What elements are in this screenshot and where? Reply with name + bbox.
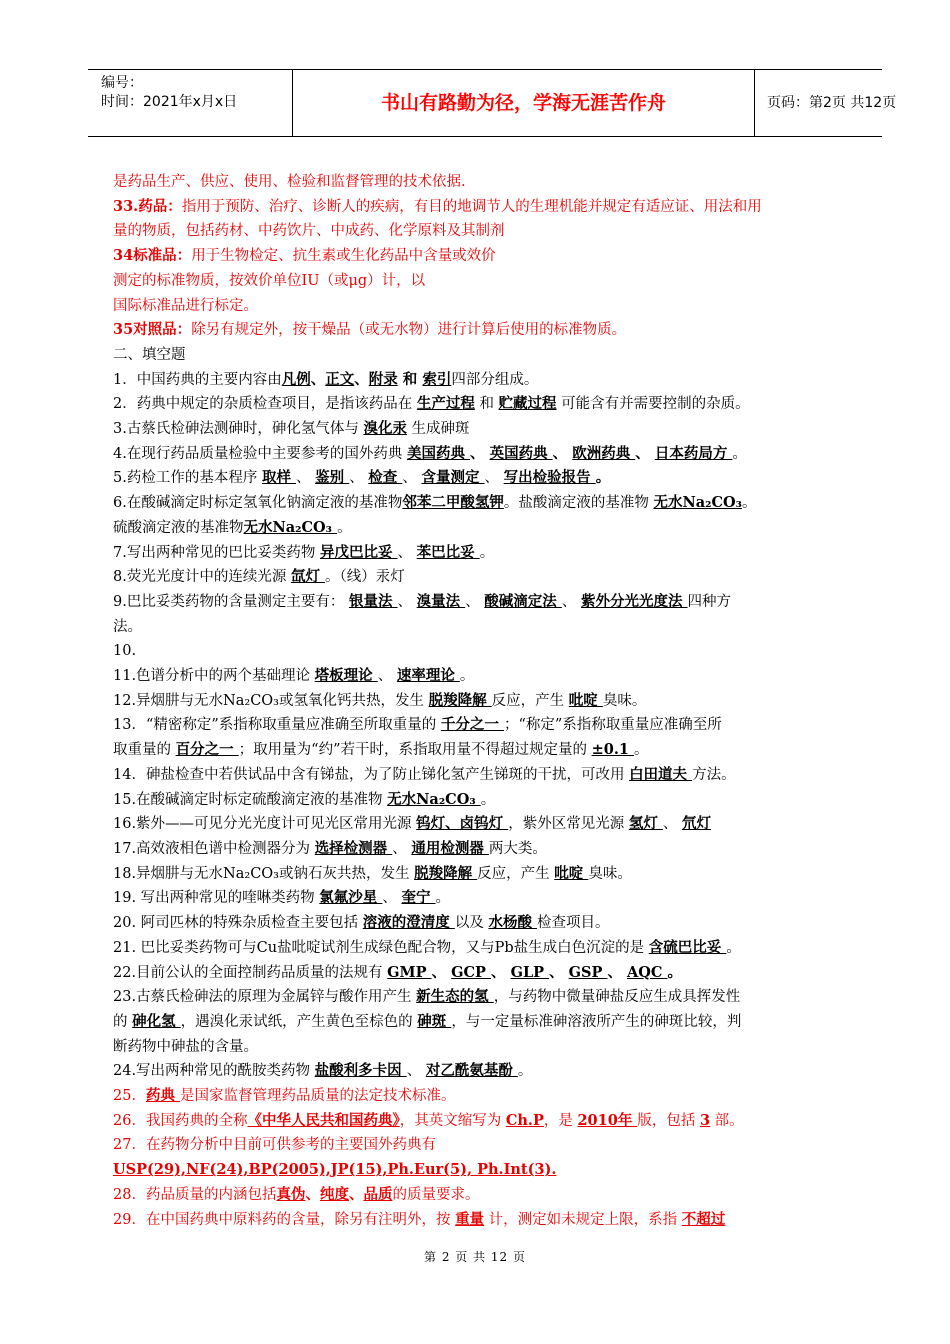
question-23-end: 断药物中砷盐的含量。 [113,1038,258,1055]
question-11: 11.色谱分析中的两个基础理论 塔板理论 、 速率理论 。 [113,667,475,685]
question-27-answer: USP(29),NF(24),BP(2005),JP(15),Ph.Eur(5), Ph.Int(3). [113,1161,557,1179]
definition-reference: 35对照品：除另有规定外，按干燥品（或无水物）进行计算后使用的标准物质。 [113,321,627,339]
question-23-cont: 的 砷化氢 ，遇溴化汞试纸，产生黄色至棕色的 砷斑 ，与一定量标准砷溶液所产生的砷斑比较，判 [113,1012,742,1030]
question-10: 10. [113,643,137,660]
question-29: 29．在中国药典中原料药的含量，除另有注明外，按 重量 计，测定如未规定上限，系指 不超过 [113,1210,726,1228]
question-17: 17.高效液相色谱中检测器分为 选择检测器 、 通用检测器 两大类。 [113,839,547,857]
question-13-cont: 取重量的 百分之一 ；取用量为“约”若干时，系指取用量不得超过规定量的 ±0.1 。 [113,741,649,759]
question-18: 18.异烟肼与无水Na₂CO₃或钠石灰共热，发生 脱羧降解 反应，产生 吡啶 臭味。 [113,864,632,882]
question-6: 6.在酸碱滴定时标定氢氧化钠滴定液的基准物邻苯二甲酸氢钾。盐酸滴定液的基准物 无水Na₂CO₃。 [113,494,757,512]
question-12: 12.异烟肼与无水Na₂CO₃或氢氧化钙共热，发生 脱羧降解 反应，产生 吡啶 臭味。 [113,691,647,709]
definition-drug: 33.药品：指用于预防、治疗、诊断人的疾病，有目的地调节人的生理机能并规定有适应证、用法和用 [113,197,762,215]
question-14: 14．砷盐检查中若供试品中含有锑盐，为了防止锑化氢产生锑斑的干扰，可改用 白田道夫 方法。 [113,765,736,783]
section-heading: 二、填空题 [113,346,186,363]
question-15: 15.在酸碱滴定时标定硫酸滴定液的基准物 无水Na₂CO₃ 。 [113,790,496,808]
question-22: 22.目前公认的全面控制药品质量的法规有 GMP 、 GCP 、 GLP 、 GSP 、 AQC 。 [113,963,683,981]
question-2: 2．药典中规定的杂质检查项目，是指该药品在 生产过程 和 贮藏过程 可能含有并需要控制的杂质。 [113,395,750,413]
header-page-number: 页码：第2页 共12页 [767,95,897,111]
question-8: 8.荧光光度计中的连续光源 氙灯 。（线）汞灯 [113,568,405,586]
question-9-cont: 法。 [113,618,142,635]
question-21: 21. 巴比妥类药物可与Cu盐吡啶试剂生成绿色配合物，又与Pb盐生成白色沉淀的是 含硫巴比妥 。 [113,938,741,956]
question-25: 25．药典 是国家监督管理药品质量的法定技术标准。 [113,1087,456,1105]
question-23: 23.古蔡氏检砷法的原理为金属锌与酸作用产生 新生态的氢 ，与药物中微量砷盐反应生成具挥发性 [113,988,741,1006]
header-meta [88,70,292,136]
page-header [88,69,897,137]
page-footer: 第 2 页 共 12 页 [424,1250,526,1264]
question-13: 13．“精密称定”系指称取重量应准确至所取重量的 千分之一 ；“称定”系指称取重量应准确至所 [113,716,722,734]
question-7: 7.写出两种常见的巴比妥类药物 异戊巴比妥 、 苯巴比妥 。 [113,543,495,561]
text-line: 是药品生产、供应、使用、检验和监督管理的技术依据. [113,174,466,190]
question-26: 26．我国药典的全称《中华人民共和国药典》，其英文缩写为 Ch.P，是 2010年 版，包括 3 部。 [113,1111,744,1129]
question-9: 9.巴比妥类药物的含量测定主要有： 银量法 、 溴量法 、 酸碱滴定法 、 紫外分光光度法 四种方 [113,592,732,610]
question-20: 20. 阿司匹林的特殊杂质检查主要包括 溶液的澄清度 以及 水杨酸 检查项目。 [113,914,610,932]
question-1: 1．中国药典的主要内容由凡例、正文、附录 和 索引四部分组成。 [113,370,539,388]
question-4: 4.在现行药品质量检验中主要参考的国外药典 美国药典 、 英国药典 、 欧洲药典 、 日本药局方 。 [113,444,747,462]
text-line: 国际标准品进行标定。 [113,297,258,314]
question-3: 3.古蔡氏检砷法测砷时，砷化氢气体与 溴化汞 生成砷斑 [113,420,470,438]
question-19: 19. 写出两种常见的喹啉类药物 氯氟沙星 、 奎宁 。 [113,889,451,907]
text-line: 量的物质，包括药材、中药饮片、中成药、化学原料及其制剂 [113,223,505,240]
document-time-label: 时间：2021年x月x日 [101,94,238,110]
question-16: 16.紫外——可见分光光度计可见光区常用光源 钨灯、卤钨灯 ，紫外区常见光源 氢灯 、 氘灯 [113,815,712,833]
question-6-cont: 硫酸滴定液的基准物无水Na₂CO₃ 。 [113,518,352,536]
question-24: 24.写出两种常见的酰胺类药物 盐酸利多卡因 、 对乙酰氨基酚 。 [113,1062,533,1080]
document-number-label: 编号： [101,75,143,91]
header-motto: 书山有路勤为径，学海无涯苦作舟 [292,70,755,136]
definition-standard: 34标准品：用于生物检定、抗生素或生化药品中含量或效价 [113,247,496,265]
document-body [113,170,865,1232]
question-28: 28．药品质量的内涵包括真伪、纯度、品质的质量要求。 [113,1185,480,1203]
text-line: 测定的标准物质，按效价单位IU（或μg）计，以 [113,272,426,289]
question-5: 5.药检工作的基本程序 取样 、 鉴别 、 检查 、 含量测定 、 写出检验报告 。 [113,469,611,487]
question-27: 27．在药物分析中目前可供参考的主要国外药典有 [113,1137,436,1154]
